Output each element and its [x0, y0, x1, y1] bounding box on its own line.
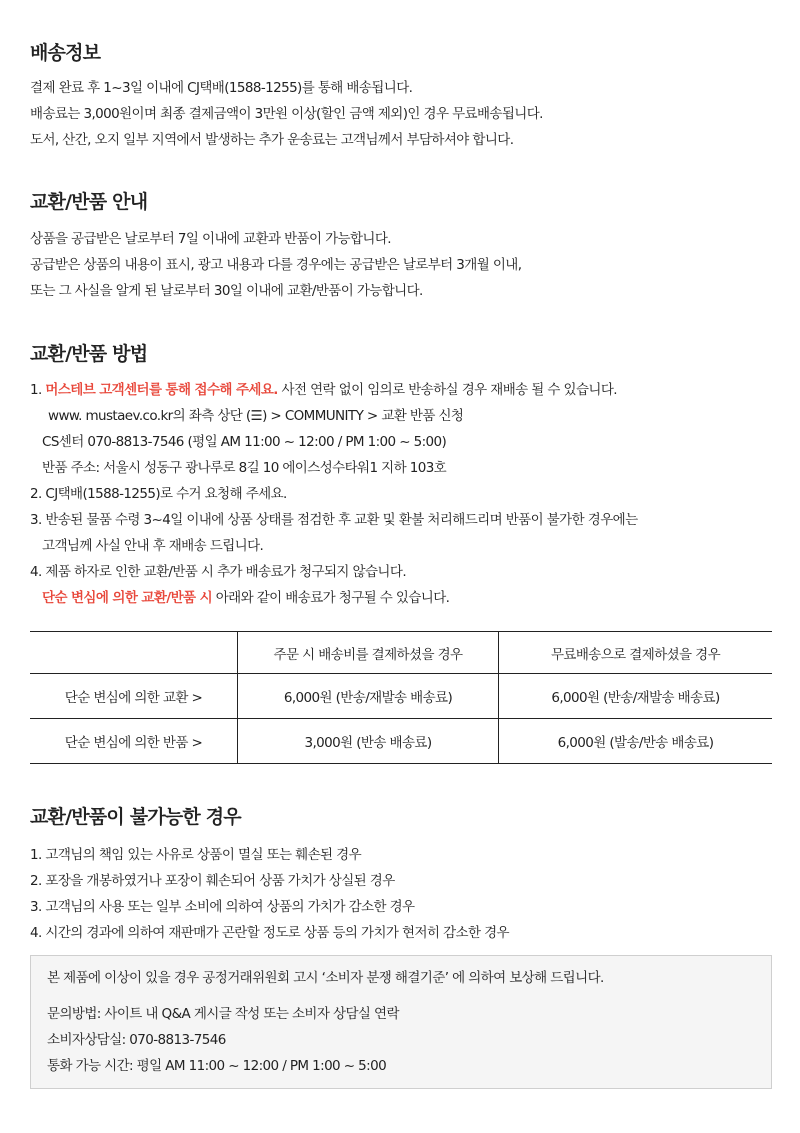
method-item-2: 2. CJ택배(1588-1255)로 수거 요청해 주세요.	[30, 486, 287, 502]
method-item-3: 3. 반송된 물품 수령 3~4일 이내에 상품 상태를 점검한 후 교환 및 환불 처리해드리며 반품이 불가한 경우에는	[30, 512, 638, 528]
table-header-row	[30, 632, 772, 674]
method-item-1-web: www. mustaev.co.kr의 좌측 상단 (☰) > COMMUNITY > 교환 반품 신청	[48, 408, 464, 424]
notice-line: 본 제품에 이상이 있을 경우 공정거래위원회 고시 ‘소비자 분쟁 해결기준’ 에 의하여 보상해 드립니다.	[47, 970, 604, 986]
return-fee-table	[30, 631, 772, 764]
method-item-4-highlight: 단순 변심에 의한 교환/반품 시	[42, 590, 213, 606]
method-item-4-cont	[30, 585, 772, 611]
table-row	[30, 719, 772, 764]
notice-line: 통화 가능 시간: 평일 AM 11:00 ~ 12:00 / PM 1:00 ~ 5:00	[47, 1058, 387, 1074]
notice-line: 문의방법: 사이트 내 Q&A 게시글 작성 또는 소비자 상담실 연락	[47, 1006, 399, 1022]
method-item-1-address: 반품 주소: 서울시 성동구 광나루로 8길 10 에이스성수타워1 지하 103호	[42, 460, 447, 476]
list-item: 3. 고객님의 사용 또는 일부 소비에 의하여 상품의 가치가 감소한 경우	[30, 899, 415, 915]
table-header-cell	[30, 632, 238, 674]
not-allowed-list	[30, 842, 772, 946]
shipping-line: 결제 완료 후 1~3일 이내에 CJ택배(1588-1255)를 통해 배송됩니다.	[30, 80, 413, 96]
exchange-info-title: 교환/반품 안내	[30, 191, 148, 213]
table-row	[30, 674, 772, 719]
shipping-title: 배송정보	[30, 42, 101, 64]
table-row-label: 단순 변심에 의한 반품 >	[30, 719, 238, 764]
method-item-1-number: 1.	[30, 382, 46, 398]
list-item: 1. 고객님의 책임 있는 사유로 상품이 멸실 또는 훼손된 경우	[30, 847, 362, 863]
table-cell: 6,000원 (반송/재발송 배송료)	[238, 674, 499, 719]
method-item-1-highlight: 머스테브 고객센터를 통해 접수해 주세요.	[45, 382, 278, 398]
exchange-info-line: 상품을 공급받은 날로부터 7일 이내에 교환과 반품이 가능합니다.	[30, 231, 391, 247]
not-allowed-title: 교환/반품이 불가능한 경우	[30, 806, 241, 828]
method-item-4-text: 아래와 같이 배송료가 청구될 수 있습니다.	[212, 590, 450, 606]
method-item-4: 4. 제품 하자로 인한 교환/반품 시 추가 배송료가 청구되지 않습니다.	[30, 564, 407, 580]
notice-box	[30, 955, 772, 1089]
exchange-info	[30, 226, 772, 304]
exchange-method-list	[30, 377, 772, 611]
shipping-line: 배송료는 3,000원이며 최종 결제금액이 3만원 이상(할인 금액 제외)인 경우 무료배송됩니다.	[30, 106, 543, 122]
method-item-1-cs: CS센터 070-8813-7546 (평일 AM 11:00 ~ 12:00 / PM 1:00 ~ 5:00)	[42, 434, 447, 450]
list-item: 4. 시간의 경과에 의하여 재판매가 곤란할 정도로 상품 등의 가치가 현저히 감소한 경우	[30, 925, 509, 941]
list-item: 2. 포장을 개봉하였거나 포장이 훼손되어 상품 가치가 상실된 경우	[30, 873, 395, 889]
table-header-cell: 주문 시 배송비를 결제하셨을 경우	[238, 632, 499, 674]
table-cell: 6,000원 (반송/재발송 배송료)	[499, 674, 773, 719]
table-header-cell: 무료배송으로 결제하셨을 경우	[499, 632, 773, 674]
method-item-3-cont: 고객님께 사실 안내 후 재배송 드립니다.	[42, 538, 264, 554]
method-item-1	[30, 377, 772, 403]
method-item-1-text: 사전 연락 없이 임의로 반송하실 경우 재배송 될 수 있습니다.	[277, 382, 617, 398]
shipping-info	[30, 75, 772, 153]
notice-line: 소비자상담실: 070-8813-7546	[47, 1032, 226, 1048]
shipping-line: 도서, 산간, 오지 일부 지역에서 발생하는 추가 운송료는 고객님께서 부담하셔야 합니다.	[30, 132, 514, 148]
table-row-label: 단순 변심에 의한 교환 >	[30, 674, 238, 719]
table-cell: 3,000원 (반송 배송료)	[238, 719, 499, 764]
exchange-info-line: 공급받은 상품의 내용이 표시, 광고 내용과 다를 경우에는 공급받은 날로부터 3개월 이내,	[30, 257, 522, 273]
exchange-method-title: 교환/반품 방법	[30, 343, 148, 365]
table-cell: 6,000원 (발송/반송 배송료)	[499, 719, 773, 764]
exchange-info-line: 또는 그 사실을 알게 된 날로부터 30일 이내에 교환/반품이 가능합니다.	[30, 283, 423, 299]
